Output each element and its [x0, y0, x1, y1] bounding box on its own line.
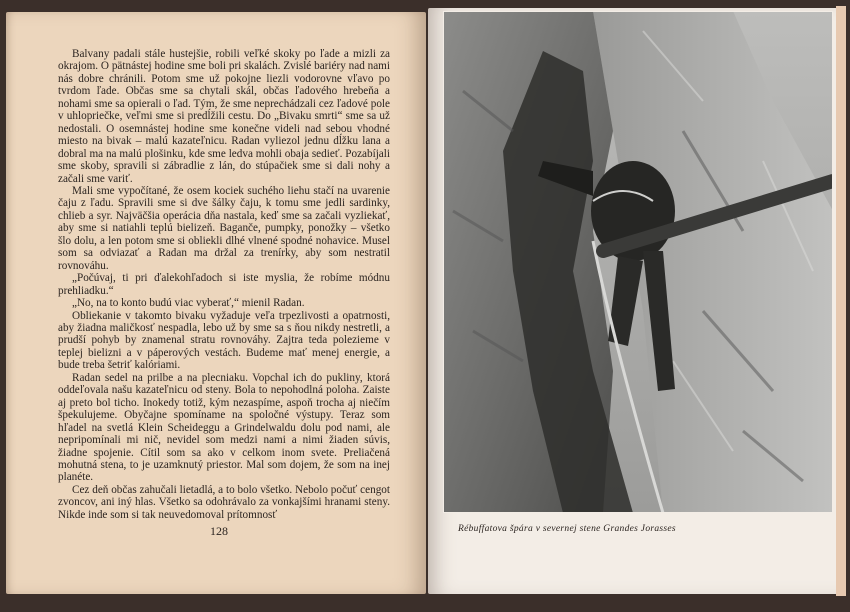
- page-number: 128: [210, 524, 228, 538]
- photo-caption: Rébuffatova špára v severnej stene Grandes Jorasses: [458, 524, 676, 534]
- paragraph: „No, na to konto budú viac vyberať,“ mienil Radan.: [72, 297, 305, 310]
- page-edge: [836, 6, 846, 596]
- climbing-photo: [443, 11, 833, 513]
- paragraph: Balvany padali stále hustejšie, robili veľké skoky po ľade a mizli za okrajom. O pätnástej hodine sme boli pri skalách. Zvislé bariéry nad nami nás dobre chránili. Potom sme už pokojne liezli vodorovne vľavo po tvrdom ľade. Občas sme sa chytali skál, občas ľadového hrebeňa a nohami sme sa opierali o ľad. Tým, že sme neprechádzali cez ľadové pole v uhlopriečke, veľmi sme si predĺžili cestu. Do „Bivaku smrti“ sme sa už nedostali. O osemnástej hodine sme konečne videli nad sebou vhodné miesto na bivak – malú kazateľnicu. Radan vyliezol jednu dĺžku lana a dobral ma na malú plošinku, kde sme ledva mohli obaja sedieť. Pozabíjali sme skoby, spravili si zábradlie z lán, do stúpačiek sme si dali nohy a začali sme variť.: [58, 48, 390, 185]
- paragraph: „Počúvaj, ti pri ďalekohľadoch si iste myslia, že robíme módnu prehliadku.“: [58, 272, 390, 297]
- paragraph: Cez deň občas zahučali lietadlá, a to bolo všetko. Nebolo počuť cengot zvoncov, ani iný hlas. Všetko sa odohrávalo za vonkajšími hranami steny. Nikde inde som si tak neuvedomoval prítomnosť: [58, 483, 390, 521]
- paragraph: Mali sme vypočítané, že osem kociek suchého liehu stačí na uvarenie čaju z ľadu. Spravili sme si dve šálky čaju, k tomu sme jedli sardinky, chlieb a syr. Najväčšia operácia dňa nastala, keď sme sa začali vyzliekať, aby sme si natiahli teplú bielizeň. Bagančе, pumpky, ponožky – všetko šlo dolu, a len potom sme si obliekli dlhé vlnené spodné nohavice. Musel som sa odviazať a Radan ma držal za trenírky, aby som nestratil rovnováhu.: [58, 184, 390, 272]
- paragraph: Obliekanie v takomto bivaku vyžaduje veľa trpezlivosti a opatrnosti, aby žiadna maličkosť nespadla, lebo už by sme sa s ňou nikdy nestretli, a prudší pohyb by znamenal stratu rovnováhy. Zajtra teda polezieme v teplej bielizni a v páperových vestách. Budeme mať menej energie, a bude treba šetriť kalóriami.: [58, 309, 390, 372]
- paragraph: Radan sedel na prilbe a na plecniaku. Vopchal ich do pukliny, ktorá oddeľovala našu kazateľnicu od steny. Bola to nepohodlná poloha. Zaiste aj preto bol ticho. Inokedy totiž, kým nezaspíme, aspoň trocha aj niečím špekulujeme. Obyčajne spomíname na spoločné výstupy. Teraz som hľadel na svetlá Klein Scheideggu a Grindelwaldu dolu pod nami, ale nepripomínali mi nič, nevidel som medzi nami a nimi žiaden súvis, žiadne spojenie. Cítil som sa ako v celkom inom svete. Preliačená mohutná stena, to je uzamknutý priestor. Mal som dojem, že som na inej planéte.: [58, 371, 390, 484]
- body-text: [58, 48, 390, 521]
